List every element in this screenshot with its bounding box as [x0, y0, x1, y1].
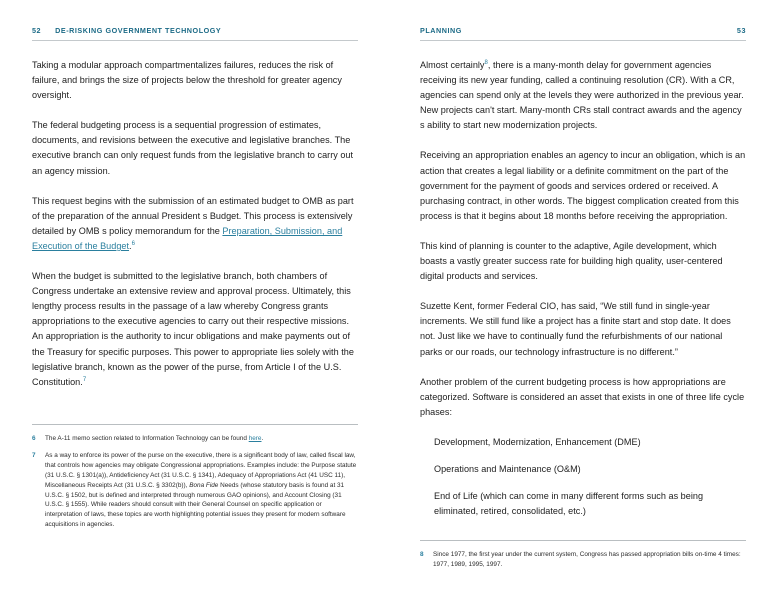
header-rule-right	[420, 40, 746, 41]
budget-memorandum-link[interactable]: Preparation, Submission, and Execution of the Budget	[32, 225, 343, 251]
footnote-marker-8[interactable]: 8	[484, 59, 488, 66]
body-left	[32, 58, 358, 390]
header-rule-left	[32, 40, 358, 41]
footnote-number: 8	[420, 551, 424, 558]
footnote-item	[32, 451, 358, 530]
life-cycle-phase-item: Operations and Maintenance (O&M)	[434, 463, 581, 474]
footnote-text: Since 1977, the first year under the current system, Congress has passed appropriation bills on-time 4 times: 1977, 1989, 1995, 1997.	[433, 551, 741, 568]
footnote-marker-7[interactable]: 7	[82, 376, 87, 383]
paragraph-text-after: , there is a many-month delay for government agencies receiving its new year funding, called a continuing resolution (CR). With a CR, agencies can spend only at the levels they were authorized in the previous year. New projects can't start. Many-month CRs stall contract awards and the agency s ability to start new modernization projects.	[420, 60, 744, 131]
footnote-italic-term: Bona Fide	[189, 481, 219, 489]
life-cycle-phase-item: End of Life (which can come in many different forms such as being eliminated, retired, consolidated, etc.)	[434, 491, 704, 517]
paragraph-text: When the budget is submitted to the legislative branch, both chambers of Congress undertake an extensive review and approval process. Ultimately, this lengthy process results in the passage of a law whereby Congress grants appropriations to the executive agencies to carry out their respective missions. An appropriation is the authority to incur obligations and make payments out of the Treasury for specific purposes. This power to appropriate lies solely with the legislative branch, known as the power of the purse, from Article I of the U.S. Constitution.	[32, 271, 354, 387]
footnote-number: 7	[32, 451, 36, 459]
paragraph-text-before: Almost certainly	[420, 60, 485, 70]
footnote-text	[45, 434, 358, 444]
running-head-right	[420, 0, 746, 35]
body-right	[420, 58, 746, 519]
paragraph: This kind of planning is counter to the adaptive, Agile development, which boasts a vastly greater success rate for building high quality, user-centered digital products and services.	[420, 240, 723, 282]
footnote-number: 6	[32, 435, 36, 442]
footnote-item	[32, 434, 358, 444]
paragraph: Another problem of the current budgeting process is how appropriations are categorized. Software is considered an asset that exists in one of three life cycle phases:	[420, 376, 745, 417]
running-head-title-right: PLANNING	[420, 26, 462, 35]
paragraph-first	[420, 58, 746, 133]
paragraph: Taking a modular approach compartmentalizes failures, reduces the risk of failure, and brings the size of projects below the threshold for greater agency oversight.	[32, 60, 342, 101]
footnote-text-part1: As a way to enforce its power of the purse on the executive, there is a significant body of law, called fiscal law, that controls how agencies may obligate Congressional appropriations. Examples include: the Purpose statute (31 U.S.C. § 1301(a)), Antideficiency Act (31 U.S.C. § 1341), Adequacy of Appropriations Act (41 USC 11), Miscellaneous Receipts Act (31 U.S.C. § 3302(b)),	[45, 451, 357, 489]
footnote-item	[420, 550, 746, 570]
footnote-rule-right	[420, 540, 746, 541]
footnote-text-after: .	[261, 435, 264, 442]
paragraph: Receiving an appropriation enables an agency to incur an obligation, which is an action that creates a legal liability or a definite commitment on the part of the government for the payment of goods and services ordered or received. A purchasing contract, in other words. The biggest complication created from this process is that it begins about 18 months before receiving the appropriation.	[420, 150, 746, 221]
footnote-here-link[interactable]: here	[248, 435, 262, 442]
folio-right: 53	[736, 26, 746, 35]
footnotes-left	[32, 424, 358, 537]
page-right	[388, 0, 776, 600]
footnote-text-before: The A-11 memo section related to Information Technology can be found	[45, 435, 249, 442]
folio-left: 52	[32, 26, 42, 35]
paragraph: The federal budgeting process is a sequential progression of estimates, documents, and revisions between the executive and legislative branches. The executive branch can only request funds from the legislative branch to carry out an agency mission.	[32, 120, 354, 176]
footnotes-right	[420, 540, 746, 577]
paragraph: Suzette Kent, former Federal CIO, has said, “We still fund in single-year increments. We still fund like a project has a finite start and stop date. It does not. Just like we have to continually fund the refurbishments of our national parks or our roads, our technology infrastructure is no different.”	[420, 301, 731, 357]
running-head-title-left: DE-RISKING GOVERNMENT TECHNOLOGY	[55, 26, 222, 35]
paragraph-with-link	[32, 194, 358, 254]
footnote-marker-6[interactable]: 6	[131, 240, 135, 247]
footnote-rule-left	[32, 424, 358, 425]
running-head-left	[32, 0, 358, 35]
footnote-text-part2: Needs (whose statutory basis is found at 31 U.S.C. § 1502, but is defined and interpreted through numerous GAO opinions), and Account Closing (31 U.S.C. § 1555). While readers should consult with their General Counsel on specific application or interpretation of laws, these topics are worth highlighting potential issues they present for modern software acquisitions in agencies.	[45, 481, 346, 529]
paragraph-text-before: This request begins with the submission of an estimated budget to OMB as part of the preparation of the annual President s Budget. This process is extensively detailed by OMB s policy memorandum for the	[32, 195, 354, 236]
footnote-text	[45, 451, 358, 530]
paragraph-text-after: .	[129, 240, 132, 251]
life-cycle-phase-item: Development, Modernization, Enhancement (DME)	[434, 436, 641, 447]
paragraph	[32, 269, 358, 390]
